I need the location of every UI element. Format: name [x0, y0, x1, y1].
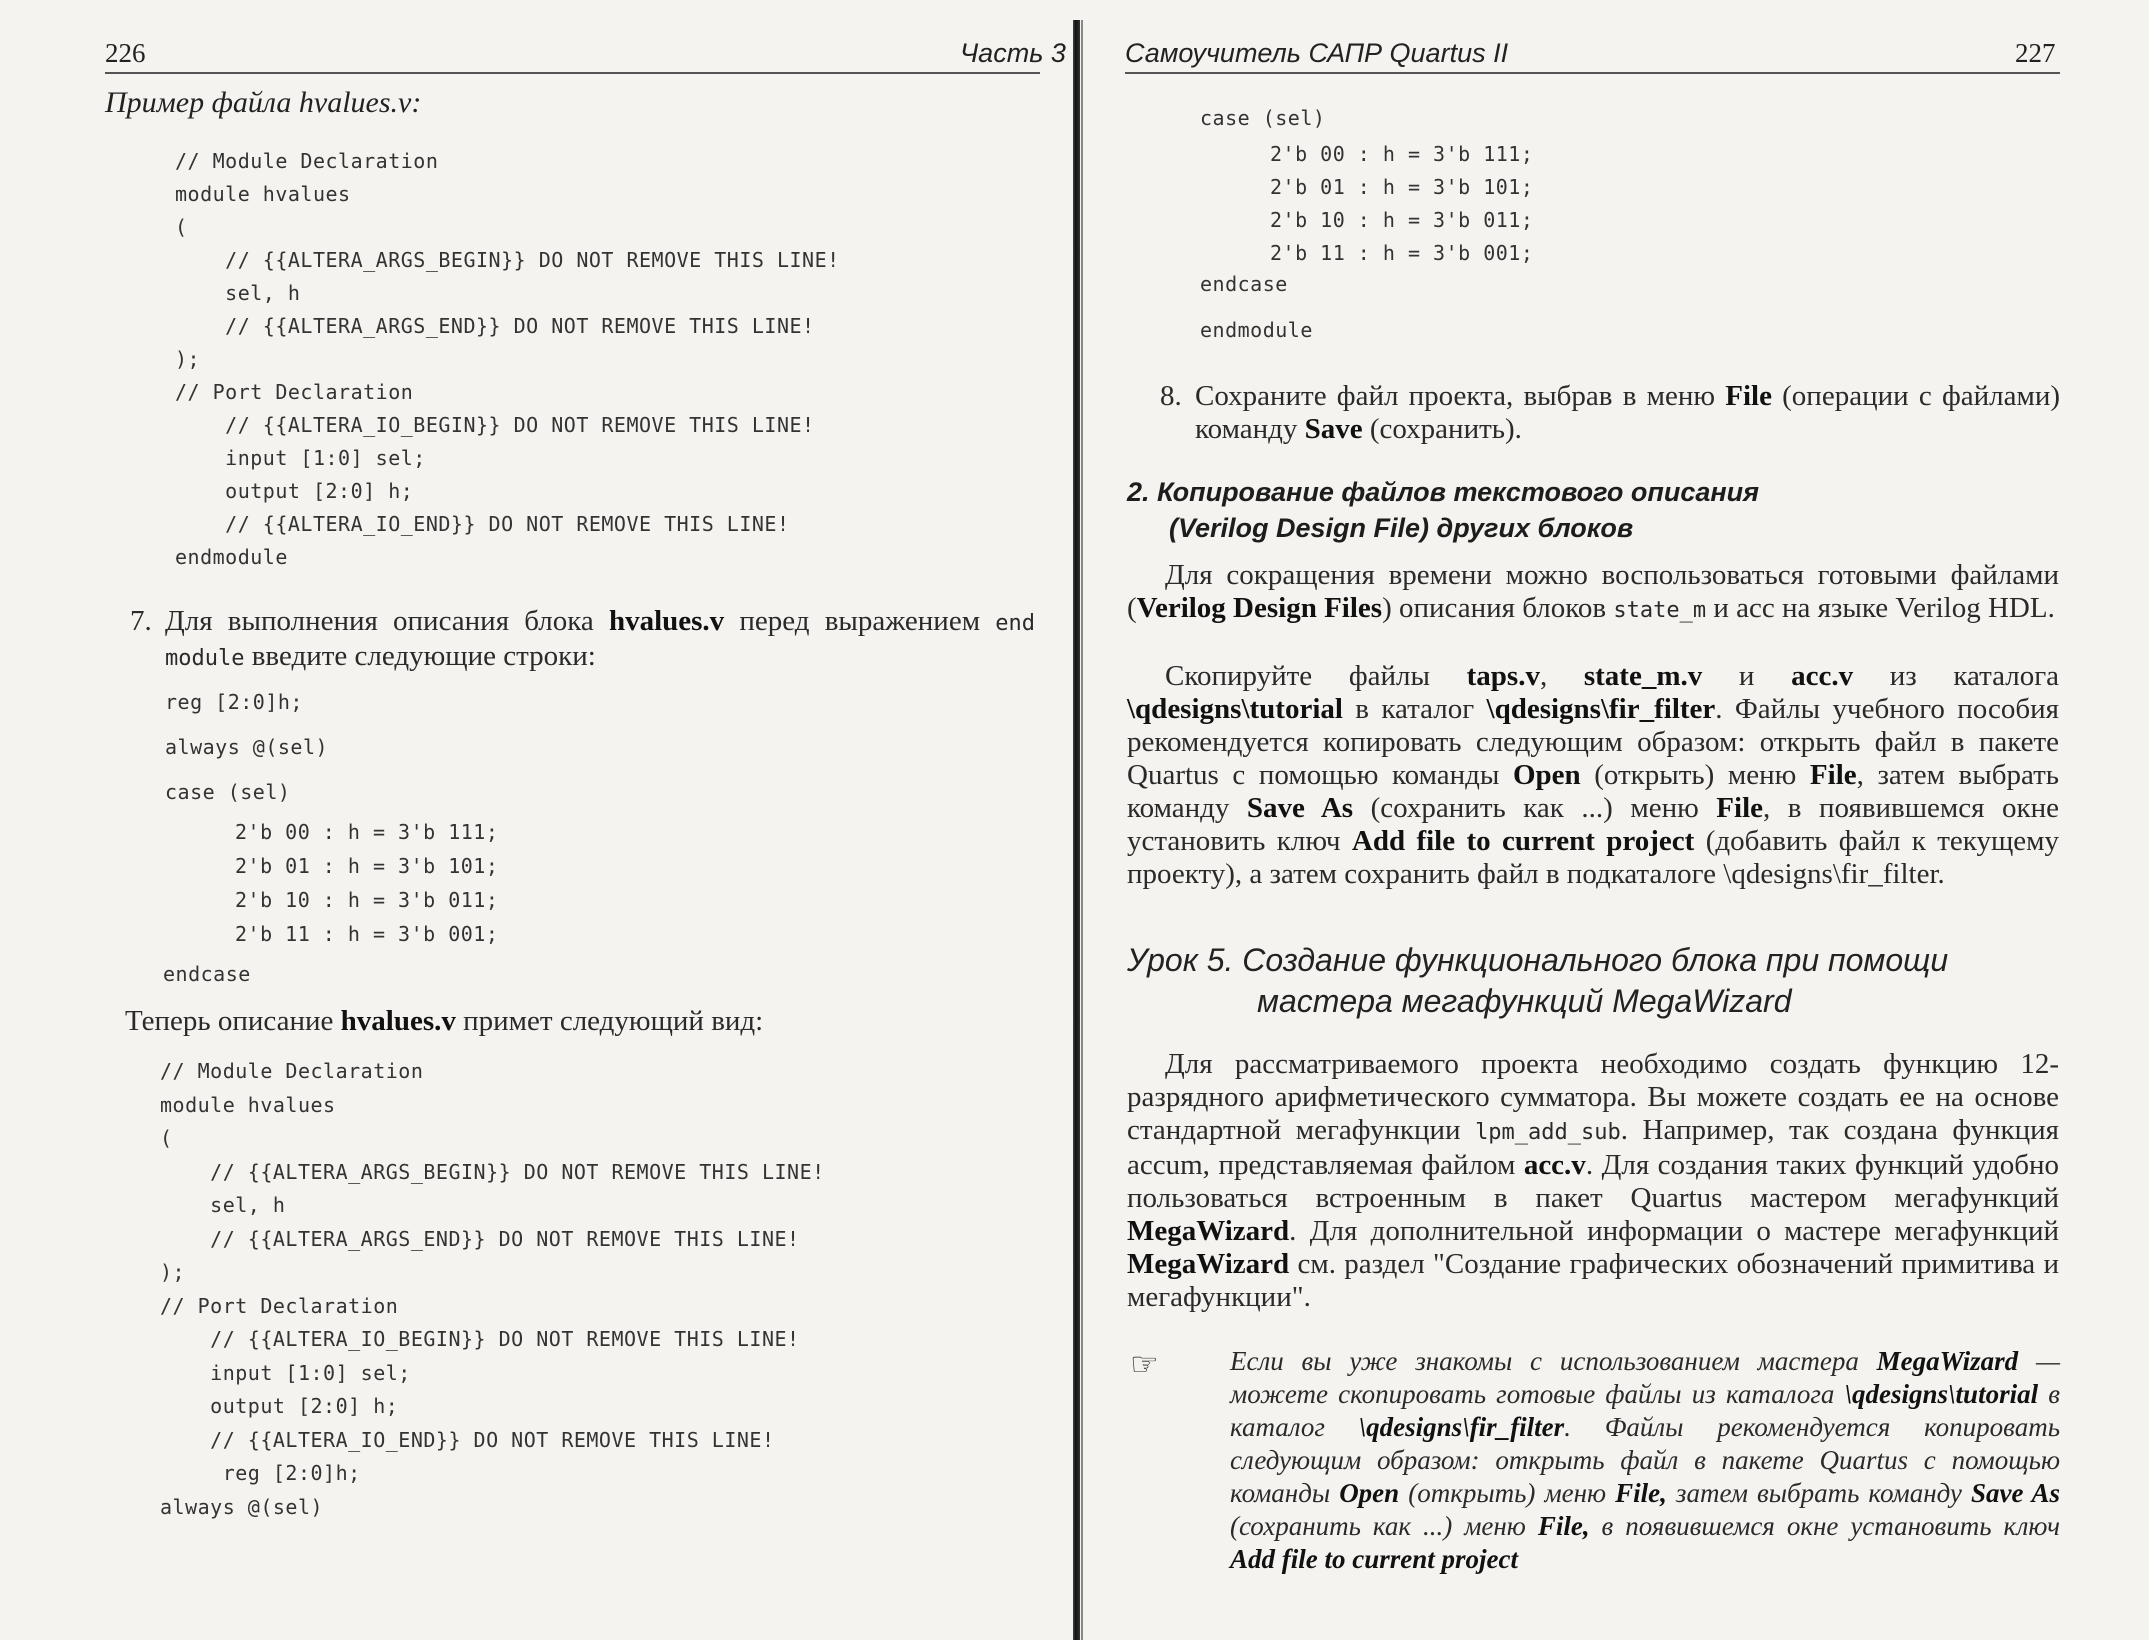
- step-7-text-3: введите следующие строки:: [244, 640, 596, 672]
- p2-text-m: (открыть) меню: [1580, 759, 1810, 791]
- p2-path-tutorial: \qdesigns\tutorial: [1127, 693, 1343, 725]
- code-line: 2'b 01 : h = 3'b 101;: [1270, 175, 1534, 199]
- step-8-file: File: [1725, 380, 1772, 412]
- code-case-right: case (sel): [1200, 106, 1326, 130]
- lesson-5-heading: [1127, 940, 1948, 1022]
- code-line: // {{ALTERA_IO_BEGIN}} DO NOT REMOVE THIS LINE!: [175, 413, 815, 437]
- code-endmodule-right: endmodule: [1200, 318, 1313, 342]
- code-line: // Port Declaration: [160, 1293, 399, 1318]
- now-filename: hvalues.v: [340, 1005, 456, 1037]
- lesson-5-line-1: Урок 5. Создание функционального блока при помощи: [1127, 942, 1949, 978]
- p2-acc: acc.v: [1791, 660, 1854, 692]
- paragraph-3: [1127, 1048, 2059, 1314]
- code-endcase: endcase: [163, 962, 251, 986]
- code-line: sel, h: [160, 1193, 286, 1217]
- code-line: // {{ALTERA_IO_END}} DO NOT REMOVE THIS LINE!: [160, 1427, 775, 1452]
- code-line: reg [2:0]h;: [160, 1461, 361, 1485]
- code-line: sel, h: [175, 281, 301, 305]
- p2-file-2: File: [1716, 792, 1763, 824]
- paragraph-2: [1127, 660, 2059, 891]
- p3-text-g: . Для дополнительной информации о мастере мегафункций: [1289, 1215, 2059, 1247]
- page-number-right: 227: [2015, 38, 2056, 68]
- example-title: Пример файла hvalues.v:: [105, 86, 422, 119]
- section-2-heading-line-2: (Verilog Design File) других блоков: [1169, 513, 1634, 543]
- note-megawizard: MegaWizard: [1876, 1346, 2019, 1376]
- note-add-file: Add file to current project: [1230, 1544, 1518, 1574]
- now-description: [125, 1005, 1035, 1038]
- code-line: // {{ALTERA_ARGS_BEGIN}} DO NOT REMOVE THIS LINE!: [175, 248, 840, 272]
- paragraph-1: [1127, 559, 2059, 627]
- step-7: [125, 605, 1035, 675]
- code-line: // Port Declaration: [175, 380, 414, 404]
- code-block-final: [160, 1055, 825, 1524]
- lesson-5-line-2: мастера мегафункций MegaWizard: [1257, 983, 1792, 1019]
- code-line: (: [175, 215, 188, 239]
- step-8-number: 8.: [1160, 380, 1182, 412]
- p3-acc: acc.v: [1523, 1149, 1586, 1181]
- note-open: Open: [1339, 1478, 1400, 1508]
- code-reg: reg [2:0]h;: [165, 690, 303, 714]
- p2-text-c: ,: [1539, 660, 1584, 692]
- code-line: endmodule: [175, 545, 288, 569]
- code-case: case (sel): [165, 780, 291, 804]
- p2-add-file: Add file to current project: [1351, 825, 1695, 857]
- pointing-hand-icon: ☞: [1130, 1346, 1159, 1382]
- note-save-as: Save As: [1970, 1478, 2060, 1508]
- p3-megawizard-2: MegaWizard: [1127, 1248, 1290, 1280]
- p2-text-e: и: [1702, 660, 1792, 692]
- p2-file: File: [1809, 759, 1857, 791]
- note-text-o: в появившемся окне установить ключ: [1589, 1511, 2060, 1541]
- note-text-e: в каталог: [1230, 1379, 2060, 1442]
- p2-text-g: из каталога: [1853, 660, 2060, 692]
- header-rule-left: [105, 72, 1040, 74]
- p3-code: lpm_add_sub: [1475, 1120, 1621, 1145]
- left-page: [0, 0, 1075, 1639]
- code-line: // {{ALTERA_IO_BEGIN}} DO NOT REMOVE THIS LINE!: [160, 1327, 800, 1351]
- p2-save-as: Save As: [1246, 792, 1354, 824]
- code-line: // {{ALTERA_ARGS_BEGIN}} DO NOT REMOVE THIS LINE!: [160, 1159, 825, 1184]
- p2-text-u: (добавить файл к текущему проекту), а затем сохранить файл в подкаталоге \qdesigns\fir_filter.: [1127, 825, 2060, 890]
- p2-text-i: в каталог: [1342, 693, 1487, 725]
- header-rule-right: [1125, 72, 2060, 74]
- code-line: // {{ALTERA_ARGS_END}} DO NOT REMOVE THIS LINE!: [160, 1226, 800, 1251]
- p1-bold: Verilog Design Files: [1136, 592, 1383, 624]
- step-7-number: 7.: [130, 605, 152, 637]
- p1-text: Для сокращения времени можно воспользоваться готовыми файлами (: [1127, 559, 2059, 624]
- note-text-m: (сохранить как ...) меню: [1230, 1511, 1538, 1541]
- now-text: Теперь описание: [125, 1005, 341, 1037]
- code-line: );: [160, 1260, 186, 1284]
- code-line: );: [175, 347, 201, 371]
- code-line: // Module Declaration: [160, 1059, 424, 1083]
- code-line: output [2:0] h;: [160, 1394, 399, 1418]
- code-block-module: [175, 145, 840, 574]
- note-block: [1230, 1345, 2060, 1576]
- p2-text-o: , затем выбрать команду: [1127, 759, 2059, 824]
- code-line: always @(sel): [160, 1494, 324, 1519]
- code-line: (: [160, 1126, 173, 1150]
- step-7-filename: hvalues.v: [608, 605, 725, 637]
- code-case-lines: [235, 815, 498, 951]
- step-7-text: Для выполнения описания блока: [165, 605, 609, 637]
- step-8-text: Сохраните файл проекта, выбрав в меню: [1195, 380, 1726, 412]
- p3-text-a: Для рассматриваемого проекта необходимо создать функцию 12-разрядного арифметического сумматора. Вы можете создать ее на основе стандартной мегафункции: [1127, 1048, 2059, 1146]
- code-line: 2'b 10 : h = 3'b 011;: [1270, 208, 1534, 232]
- code-line: module hvalues: [160, 1092, 336, 1117]
- note-file-2: File,: [1537, 1511, 1590, 1541]
- p3-text-e: . Для создания таких функций удобно пользоваться встроенным в пакет Quartus мастером мегафункций: [1127, 1149, 2059, 1214]
- running-head-left: Часть 3: [960, 38, 1066, 68]
- book-spine-edge: [1081, 20, 1083, 1640]
- code-line: 2'b 11 : h = 3'b 001;: [235, 922, 499, 946]
- code-line: module hvalues: [175, 182, 351, 206]
- p2-text-s: , в появившемся окне установить ключ: [1127, 792, 2059, 857]
- p1-text-2: ) описания блоков: [1382, 592, 1614, 624]
- section-2-heading: [1127, 474, 1759, 546]
- section-2-heading-line-1: 2. Копирование файлов текстового описания: [1127, 477, 1760, 507]
- p2-path-fir: \qdesigns\fir_filter: [1486, 693, 1716, 725]
- note-text-a: Если вы уже знакомы с использованием мастера: [1230, 1346, 1877, 1376]
- code-line: 2'b 11 : h = 3'b 001;: [1270, 241, 1534, 265]
- p1-text-3: и acc на языке Verilog HDL.: [1706, 592, 2055, 624]
- note-file: File,: [1615, 1478, 1667, 1508]
- p1-code: state_m: [1613, 598, 1707, 623]
- p2-open: Open: [1512, 759, 1581, 791]
- code-line: 2'b 10 : h = 3'b 011;: [235, 888, 499, 912]
- step-7-text-2: перед выражением: [724, 605, 996, 637]
- code-case-lines-right: [1270, 138, 1533, 270]
- p3-text-c: . Например, так создана функция accum, представляемая файлом: [1127, 1114, 2059, 1181]
- p2-text-q: (сохранить как ...) меню: [1353, 792, 1717, 824]
- code-line: 2'b 00 : h = 3'b 111;: [1270, 142, 1534, 166]
- code-endcase-right: endcase: [1200, 272, 1288, 296]
- code-line: // Module Declaration: [175, 149, 439, 173]
- now-text-2: примет следующий вид:: [455, 1005, 764, 1037]
- code-line: input [1:0] sel;: [175, 446, 426, 470]
- note-text-g: . Файлы рекомендуется копировать следующим образом: открыть файл в пакете Quartus с помощью команды: [1230, 1412, 2060, 1508]
- p2-taps: taps.v: [1466, 660, 1540, 692]
- p2-text-k: . Файлы учебного пособия рекомендуется копировать следующим образом: открыть файл в пакете Quartus с помощью команды: [1127, 693, 2060, 791]
- step-8: [1160, 380, 2060, 446]
- note-text-i: (открыть) меню: [1399, 1478, 1616, 1508]
- code-always: always @(sel): [165, 735, 329, 759]
- step-8-text-2: (операции с файлами) команду: [1195, 380, 2060, 445]
- note-text-k: затем выбрать команду: [1666, 1478, 1971, 1508]
- step-7-code: end module: [165, 611, 1035, 671]
- note-path-tutorial: \qdesigns\tutorial: [1844, 1379, 2039, 1409]
- p2-state: state_m.v: [1583, 660, 1703, 692]
- p2-text-a: Скопируйте файлы: [1165, 660, 1467, 692]
- note-text-c: — можете скопировать готовые файлы из каталога: [1230, 1346, 2060, 1409]
- code-line: 2'b 01 : h = 3'b 101;: [235, 854, 499, 878]
- code-line: 2'b 00 : h = 3'b 111;: [235, 820, 499, 844]
- code-line: // {{ALTERA_IO_END}} DO NOT REMOVE THIS LINE!: [175, 512, 790, 536]
- p3-text-i: см. раздел "Создание графических обозначений примитива и мегафункции".: [1127, 1248, 2059, 1313]
- code-line: output [2:0] h;: [175, 479, 414, 503]
- step-8-save: Save: [1304, 413, 1363, 445]
- code-line: // {{ALTERA_ARGS_END}} DO NOT REMOVE THIS LINE!: [175, 314, 815, 338]
- page-number-left: 226: [105, 38, 146, 68]
- code-line: input [1:0] sel;: [160, 1360, 411, 1385]
- note-path-fir: \qdesigns\fir_filter: [1358, 1412, 1565, 1442]
- step-8-text-3: (сохранить).: [1362, 413, 1522, 445]
- p3-megawizard: MegaWizard: [1127, 1215, 1290, 1247]
- running-head-right: Самоучитель САПР Quartus II: [1125, 38, 1509, 68]
- right-page: [1085, 0, 2149, 1639]
